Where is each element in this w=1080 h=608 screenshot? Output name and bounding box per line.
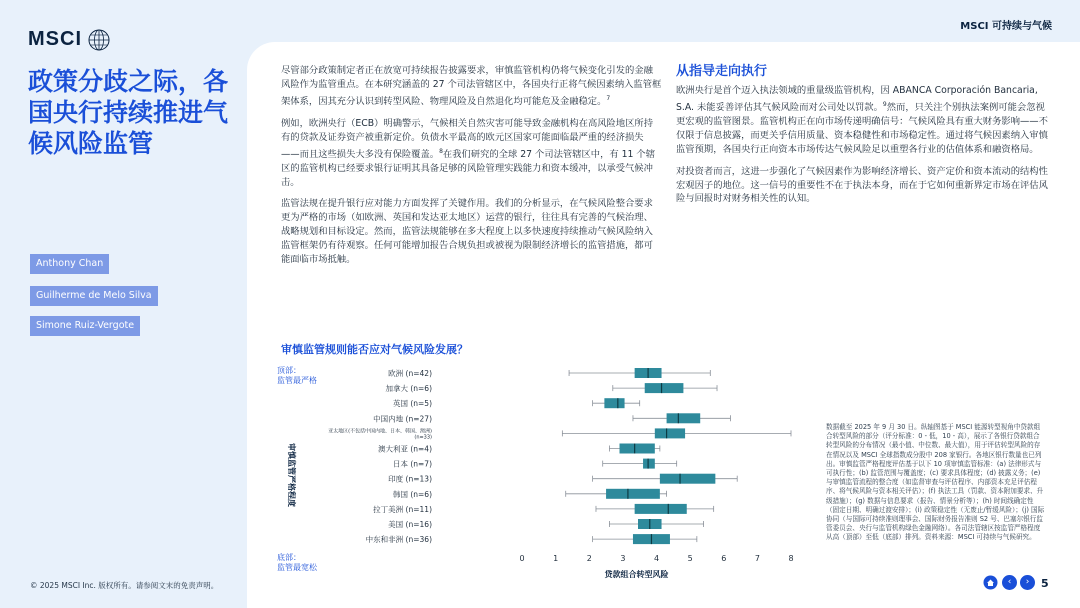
x-tick-label: 8 bbox=[788, 554, 794, 564]
box bbox=[667, 413, 701, 423]
article-column-left bbox=[281, 64, 662, 275]
x-tick-label: 4 bbox=[653, 554, 660, 564]
x-tick-label: 0 bbox=[519, 554, 525, 564]
x-tick-label: 7 bbox=[754, 554, 760, 564]
chevron-right-icon: › bbox=[1025, 577, 1030, 587]
section-heading: 从指导走向执行 bbox=[676, 64, 768, 79]
category-label: 拉丁美洲 (n=11) bbox=[373, 504, 432, 514]
axis-bottom-note: 底部： 监管最宽松 bbox=[277, 553, 317, 572]
next-page-button[interactable] bbox=[1020, 575, 1035, 590]
paragraph: 监管法规在提升银行应对能力方面发挥了关键作用。我们的分析显示，在气候风险整合要求更为严格的市场（如欧洲、英国和发达亚太地区）运营的银行，往往具有完善的气候治理、战略规划和目标设定。然而，监管法规能够在多大程度上以多快速度持续推动气候风险纳入监管框架仍有待观察。任何可能增加报告合规负担或被视为限制经济增长的监管措施，都可能面临市场抵触。 bbox=[281, 198, 653, 266]
author-tag[interactable]: Simone Ruiz-Vergote bbox=[30, 316, 140, 336]
globe-logo-icon bbox=[88, 29, 110, 51]
axis-top-note: 顶部： 监管最严格 bbox=[277, 366, 317, 385]
y-axis-label: 审慎监管严格程度 bbox=[287, 443, 296, 507]
prev-page-button[interactable] bbox=[1002, 575, 1017, 590]
paragraph: 欧洲央行是首个迈入执法领域的重量级监管机构，因 ABANCA Corporación Bancaria, S.A. 未能妥善评估其气候风险而对公司处以罚款。$^9$然而，只关注个别执法案例可能会忽视更宏观的监管图景。监管机构正在向市场传递明确信号：气候风险具有重大财务影响——不仅限于信息披露，而更关乎信用质量、资本稳健性和市场稳定性。通过将气候因素纳入审慎监管预期，各国央行正向资本市场传达气候风险足以重塑各行业的估值体系和融资格局。 bbox=[676, 85, 1048, 155]
paragraph: 对投资者而言，这进一步强化了气候因素作为影响经济增长、资产定价和资本流动的结构性宏观因子的地位。这一信号的重要性不在于执法本身，而在于它如何重新界定市场在评估风险与回报时对财务相关性的认知。 bbox=[676, 165, 1048, 205]
x-axis-label: 贷款组合转型风险 bbox=[604, 570, 669, 580]
box bbox=[645, 383, 684, 393]
x-tick-label: 1 bbox=[553, 554, 559, 564]
category-label: 日本 (n=7) bbox=[392, 459, 432, 469]
x-tick-label: 3 bbox=[620, 554, 626, 564]
author-tag[interactable]: Anthony Chan bbox=[30, 254, 109, 274]
copyright-notice: © 2025 MSCI Inc. 版权所有。请参阅文末的免责声明。 bbox=[30, 581, 219, 590]
category-label: 英国 (n=5) bbox=[392, 399, 432, 409]
category-label: 美国 (n=16) bbox=[388, 520, 432, 529]
page-number: 5 bbox=[1041, 577, 1049, 590]
category-label: (n=33) bbox=[414, 434, 432, 441]
author-tag[interactable]: Guilherme de Melo Silva bbox=[30, 286, 158, 306]
logo-text: MSCI bbox=[28, 28, 82, 50]
boxplot-chart bbox=[277, 360, 817, 586]
header-section-title: MSCI 可持续与气候 bbox=[960, 21, 1052, 32]
chevron-left-icon: ‹ bbox=[1007, 577, 1012, 587]
x-tick-label: 6 bbox=[721, 554, 727, 564]
category-label: 欧洲 (n=42) bbox=[388, 369, 432, 378]
category-label: 中东和非洲 (n=36) bbox=[365, 535, 432, 545]
article-column-right bbox=[676, 64, 1051, 214]
chart-footnote: 数据截至 2025 年 9 月 30 日。纵轴图基于 MSCI 能源转型视角中贷款组合转型风险的部分（评分标准：0 - 低，10 - 高），展示了各银行贷款组合转型风险的分布情况（最小值、中位数、最大值），用于评估转型风险的存在情况以及 MSCI 全球指数成分股中 208 家银行。各地区银行数量也已列出。审慎监管严格程度评估基于以下 10 项审慎监管标准：(a) 法律形式与可执行性；(b) 监管范围与覆盖度；(c) 要求具体程度；(d) 披露义务；(e) 与审慎监管流程的整合度（如监督审查与评估程序、内部资本充足评估程序、将气候风险与资本相关评估）；(f) 执法工具（罚款、资本附加要求、升级措施）；(g) 数据与信息要求（报告、情景分析等）；(h) 时间线确定性（固定日期、明确过渡安排）；(i) 政策稳定性（无废止/暂缓风险）；(j) 国际协同（与国际可持续准则理事会、国际财务报告准则 S2 号、巴塞尔银行监管委员会、央行与监管机构绿色金融网络）。各司法管辖区按监管严格程度从高（顶部）至低（底部）排列。资料来源：MSCI 可持续与气候研究。 bbox=[826, 423, 1045, 542]
paragraph: 尽管部分政策制定者正在放宽可持续报告披露要求，审慎监管机构仍将气候变化引发的金融风险作为监管重点。在本研究涵盖的 27 个司法管辖区中，各国央行正将气候因素纳入监管框架体系，因其充分认识到转型风险、物理风险及自然退化均可能危及金融稳定。$^7$ bbox=[281, 65, 662, 107]
category-label: 澳大利亚 (n=4) bbox=[377, 444, 432, 454]
msci-logo bbox=[28, 28, 110, 51]
x-tick-label: 2 bbox=[586, 554, 592, 564]
box bbox=[660, 474, 715, 484]
box bbox=[643, 459, 655, 469]
paragraph: 例如，欧洲央行（ECB）明确警示，气候相关自然灾害可能导致金融机构在高风险地区所持有的贷款及证券资产被重新定价。负债水平最高的欧元区国家可能面临最严重的经济损失——而且这些损失大多没有保险覆盖。$^8$在我们研究的全球 27 个司法管辖区中，有 11 个辖区的监管机构已经要求银行证明其具备足够的风险管理实践能力和资本缓冲，以承受气候冲击。 bbox=[281, 117, 656, 188]
category-label: 加拿大 (n=6) bbox=[385, 384, 432, 394]
x-tick-label: 5 bbox=[687, 554, 693, 564]
category-label: 亚太地区(不包括中国内地、日本、韩国、澳洲) bbox=[328, 428, 432, 435]
box bbox=[635, 504, 687, 514]
category-label: 印度 (n=13) bbox=[388, 474, 432, 484]
box bbox=[604, 398, 624, 408]
page-title: 政策分歧之际，各国央行持续推进气候风险监管 bbox=[28, 67, 229, 158]
box bbox=[620, 444, 655, 454]
home-icon[interactable] bbox=[983, 575, 998, 590]
box bbox=[655, 428, 685, 438]
chart-title: 审慎监管规则能否应对气候风险发展？ bbox=[281, 343, 468, 356]
category-label: 韩国 (n=6) bbox=[392, 489, 432, 499]
category-label: 中国内地 (n=27) bbox=[373, 414, 432, 424]
box bbox=[606, 489, 660, 499]
